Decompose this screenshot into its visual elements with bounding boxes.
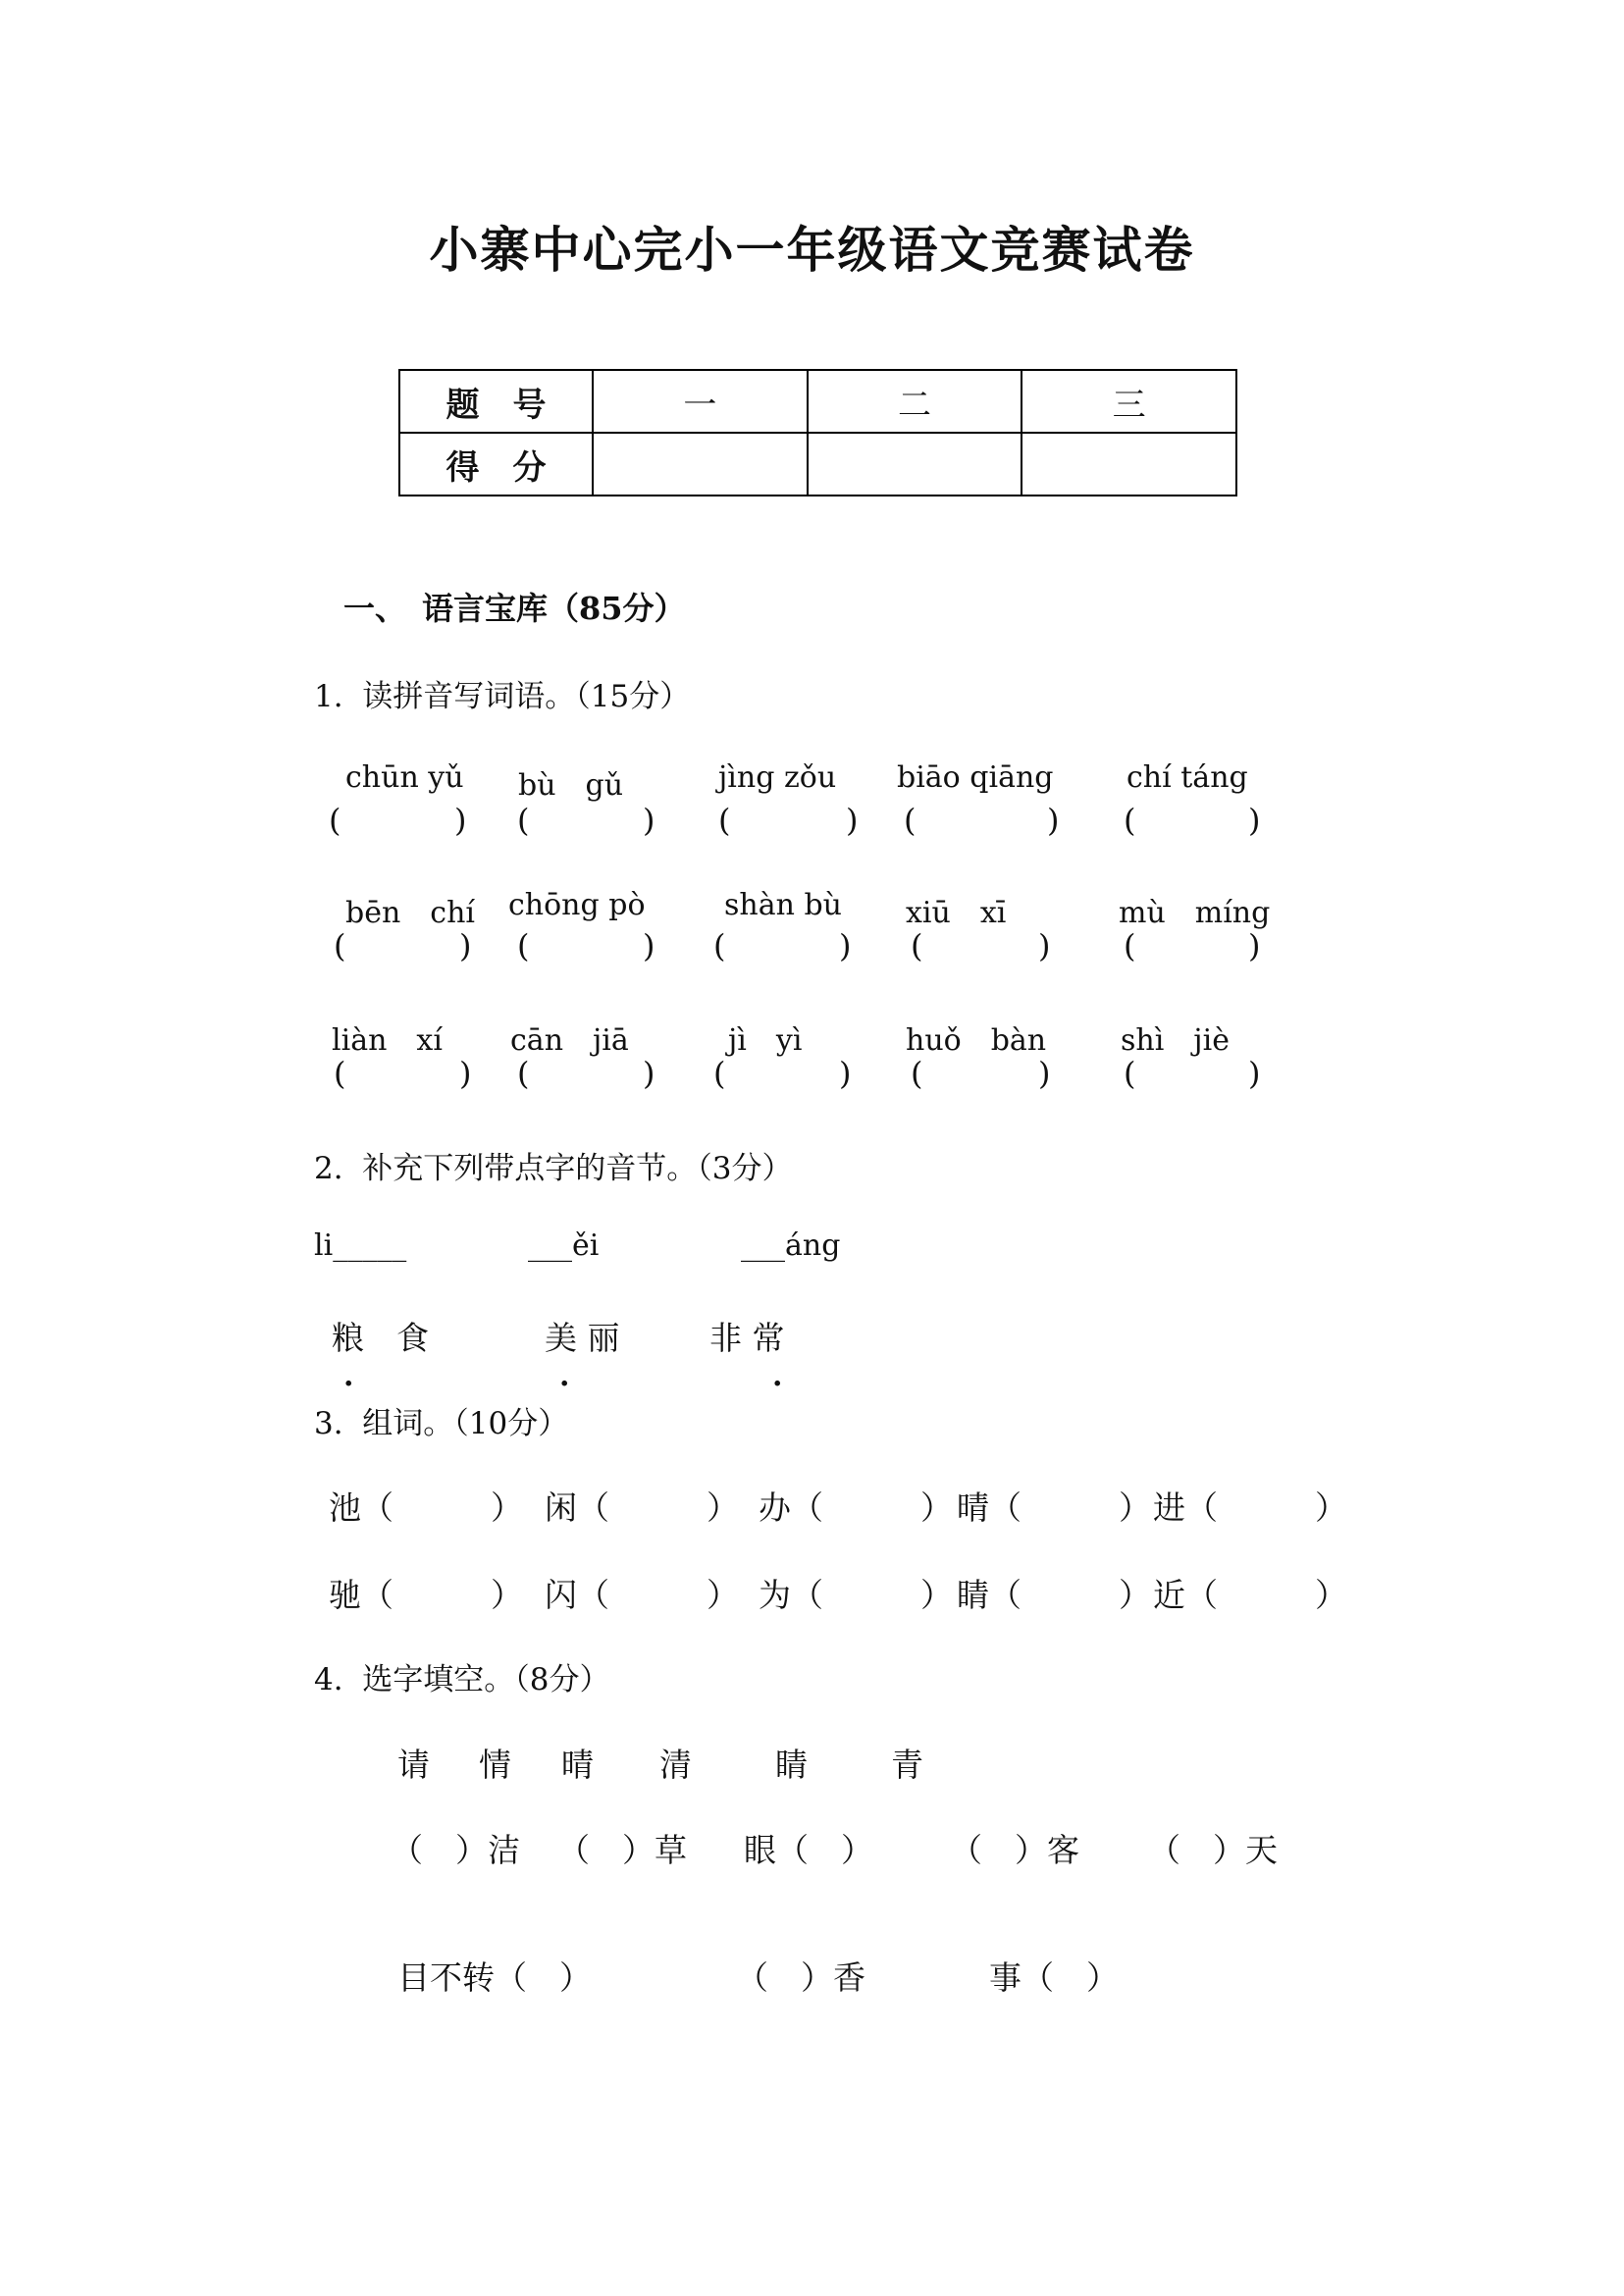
question-label: 2. 补充下列带点字的音节。（3分） [314, 1151, 793, 1186]
word-group-item: 近（ ） [1153, 1576, 1347, 1614]
pinyin-text: chí táng [1126, 760, 1248, 795]
paren-close: ) [459, 927, 472, 965]
paren-open: ( [1124, 802, 1136, 839]
choice-char: 晴 [561, 1746, 594, 1784]
word-group-item: 驰（ ） [329, 1576, 523, 1614]
syllable-blank: li_____ [314, 1228, 407, 1263]
question-label: 3. 组词。（10分） [314, 1406, 569, 1441]
pinyin-text: biāo qiāng [897, 760, 1054, 795]
pinyin-text: liàn xí [332, 1023, 443, 1058]
score-table [398, 369, 1237, 496]
paren-close: ) [1038, 927, 1051, 965]
choice-char: 睛 [775, 1746, 808, 1784]
pinyin-text: shì jiè [1121, 1023, 1230, 1058]
paren-close: ) [643, 1055, 655, 1092]
pinyin-text: jìng zǒu [718, 760, 837, 795]
fill-item: 眼（ ） [744, 1831, 873, 1869]
choice-char: 清 [659, 1746, 692, 1784]
dotted-word: 非 常 [709, 1319, 785, 1357]
pinyin-text: bēn chí [345, 896, 475, 930]
paren-close: ) [643, 927, 655, 965]
paren-open: ( [517, 802, 530, 839]
fill-item: （ ）洁 [391, 1831, 520, 1869]
page-title: 小寨中心完小一年级语文竞赛试卷 [429, 221, 1195, 279]
paren-open: ( [517, 1055, 530, 1092]
word-group-item: 晴（ ） [957, 1488, 1151, 1527]
fill-item: （ ）天 [1148, 1831, 1278, 1869]
word-group-item: 池（ ） [329, 1488, 523, 1527]
paren-open: ( [713, 927, 726, 965]
fill-item: 目不转（ ） [397, 1958, 592, 1997]
paren-close: ) [839, 927, 852, 965]
fill-item: 事（ ） [989, 1958, 1119, 1997]
paren-open: ( [713, 1055, 726, 1092]
pinyin-text: chūn yǔ [345, 760, 464, 795]
fill-item: （ ）客 [950, 1831, 1079, 1869]
word-group-item: 进（ ） [1153, 1488, 1347, 1527]
choice-char: 情 [479, 1746, 511, 1784]
paren-open: ( [334, 1055, 346, 1092]
word-group-item: 睛（ ） [957, 1576, 1151, 1614]
emphasis-dot: . [772, 1359, 783, 1393]
syllable-blank: ___áng [741, 1228, 841, 1263]
table-header-cell: 得 分 [399, 433, 593, 496]
paren-close: ) [1248, 1055, 1261, 1092]
pinyin-text: cān jiā [510, 1023, 629, 1058]
paren-close: ) [643, 802, 655, 839]
paren-open: ( [718, 802, 731, 839]
emphasis-dot: . [343, 1359, 354, 1393]
paren-open: ( [904, 802, 917, 839]
table-header-cell: 二 [808, 370, 1022, 433]
paren-close: ) [1248, 927, 1261, 965]
paren-close: ) [839, 1055, 852, 1092]
paren-close: ) [1248, 802, 1261, 839]
pinyin-text: huǒ bàn [906, 1023, 1047, 1058]
word-group-item: 办（ ） [759, 1488, 953, 1527]
paren-open: ( [1124, 927, 1136, 965]
paren-open: ( [911, 1055, 923, 1092]
pinyin-text: bù gǔ [518, 768, 624, 803]
fill-item: （ ）香 [736, 1958, 865, 1997]
paren-open: ( [911, 927, 923, 965]
section-heading: 一、 语言宝库（85分） [343, 590, 686, 627]
paren-open: ( [329, 802, 341, 839]
dotted-word: 粮 食 [332, 1319, 429, 1357]
pinyin-text: shàn bù [724, 888, 842, 922]
table-header-cell: 一 [593, 370, 808, 433]
pinyin-text: jì yì [728, 1023, 803, 1058]
table-row [399, 433, 1236, 496]
paren-open: ( [334, 927, 346, 965]
table-row [399, 370, 1236, 433]
pinyin-text: chōng pò [508, 888, 646, 922]
syllable-blank: ___ěi [528, 1228, 600, 1263]
word-group-item: 闪（ ） [545, 1576, 739, 1614]
dotted-word: 美 丽 [545, 1319, 620, 1357]
pinyin-text: xiū xī [906, 896, 1007, 930]
table-header-cell: 三 [1022, 370, 1236, 433]
choice-char: 青 [891, 1746, 923, 1784]
word-group-item: 为（ ） [759, 1576, 953, 1614]
table-header-cell: 题 号 [399, 370, 593, 433]
paren-close: ) [1038, 1055, 1051, 1092]
score-cell [808, 433, 1022, 496]
word-group-item: 闲（ ） [545, 1488, 739, 1527]
paren-close: ) [454, 802, 467, 839]
pinyin-text: mù míng [1119, 896, 1271, 930]
question-label: 1. 读拼音写词语。（15分） [314, 679, 691, 714]
fill-item: （ ）草 [557, 1831, 687, 1869]
paren-open: ( [517, 927, 530, 965]
paren-close: ) [459, 1055, 472, 1092]
paren-open: ( [1124, 1055, 1136, 1092]
paren-close: ) [846, 802, 859, 839]
choice-char: 请 [397, 1746, 430, 1784]
question-label: 4. 选字填空。（8分） [314, 1662, 610, 1697]
emphasis-dot: . [559, 1359, 570, 1393]
score-cell [1022, 433, 1236, 496]
score-cell [593, 433, 808, 496]
paren-close: ) [1047, 802, 1060, 839]
